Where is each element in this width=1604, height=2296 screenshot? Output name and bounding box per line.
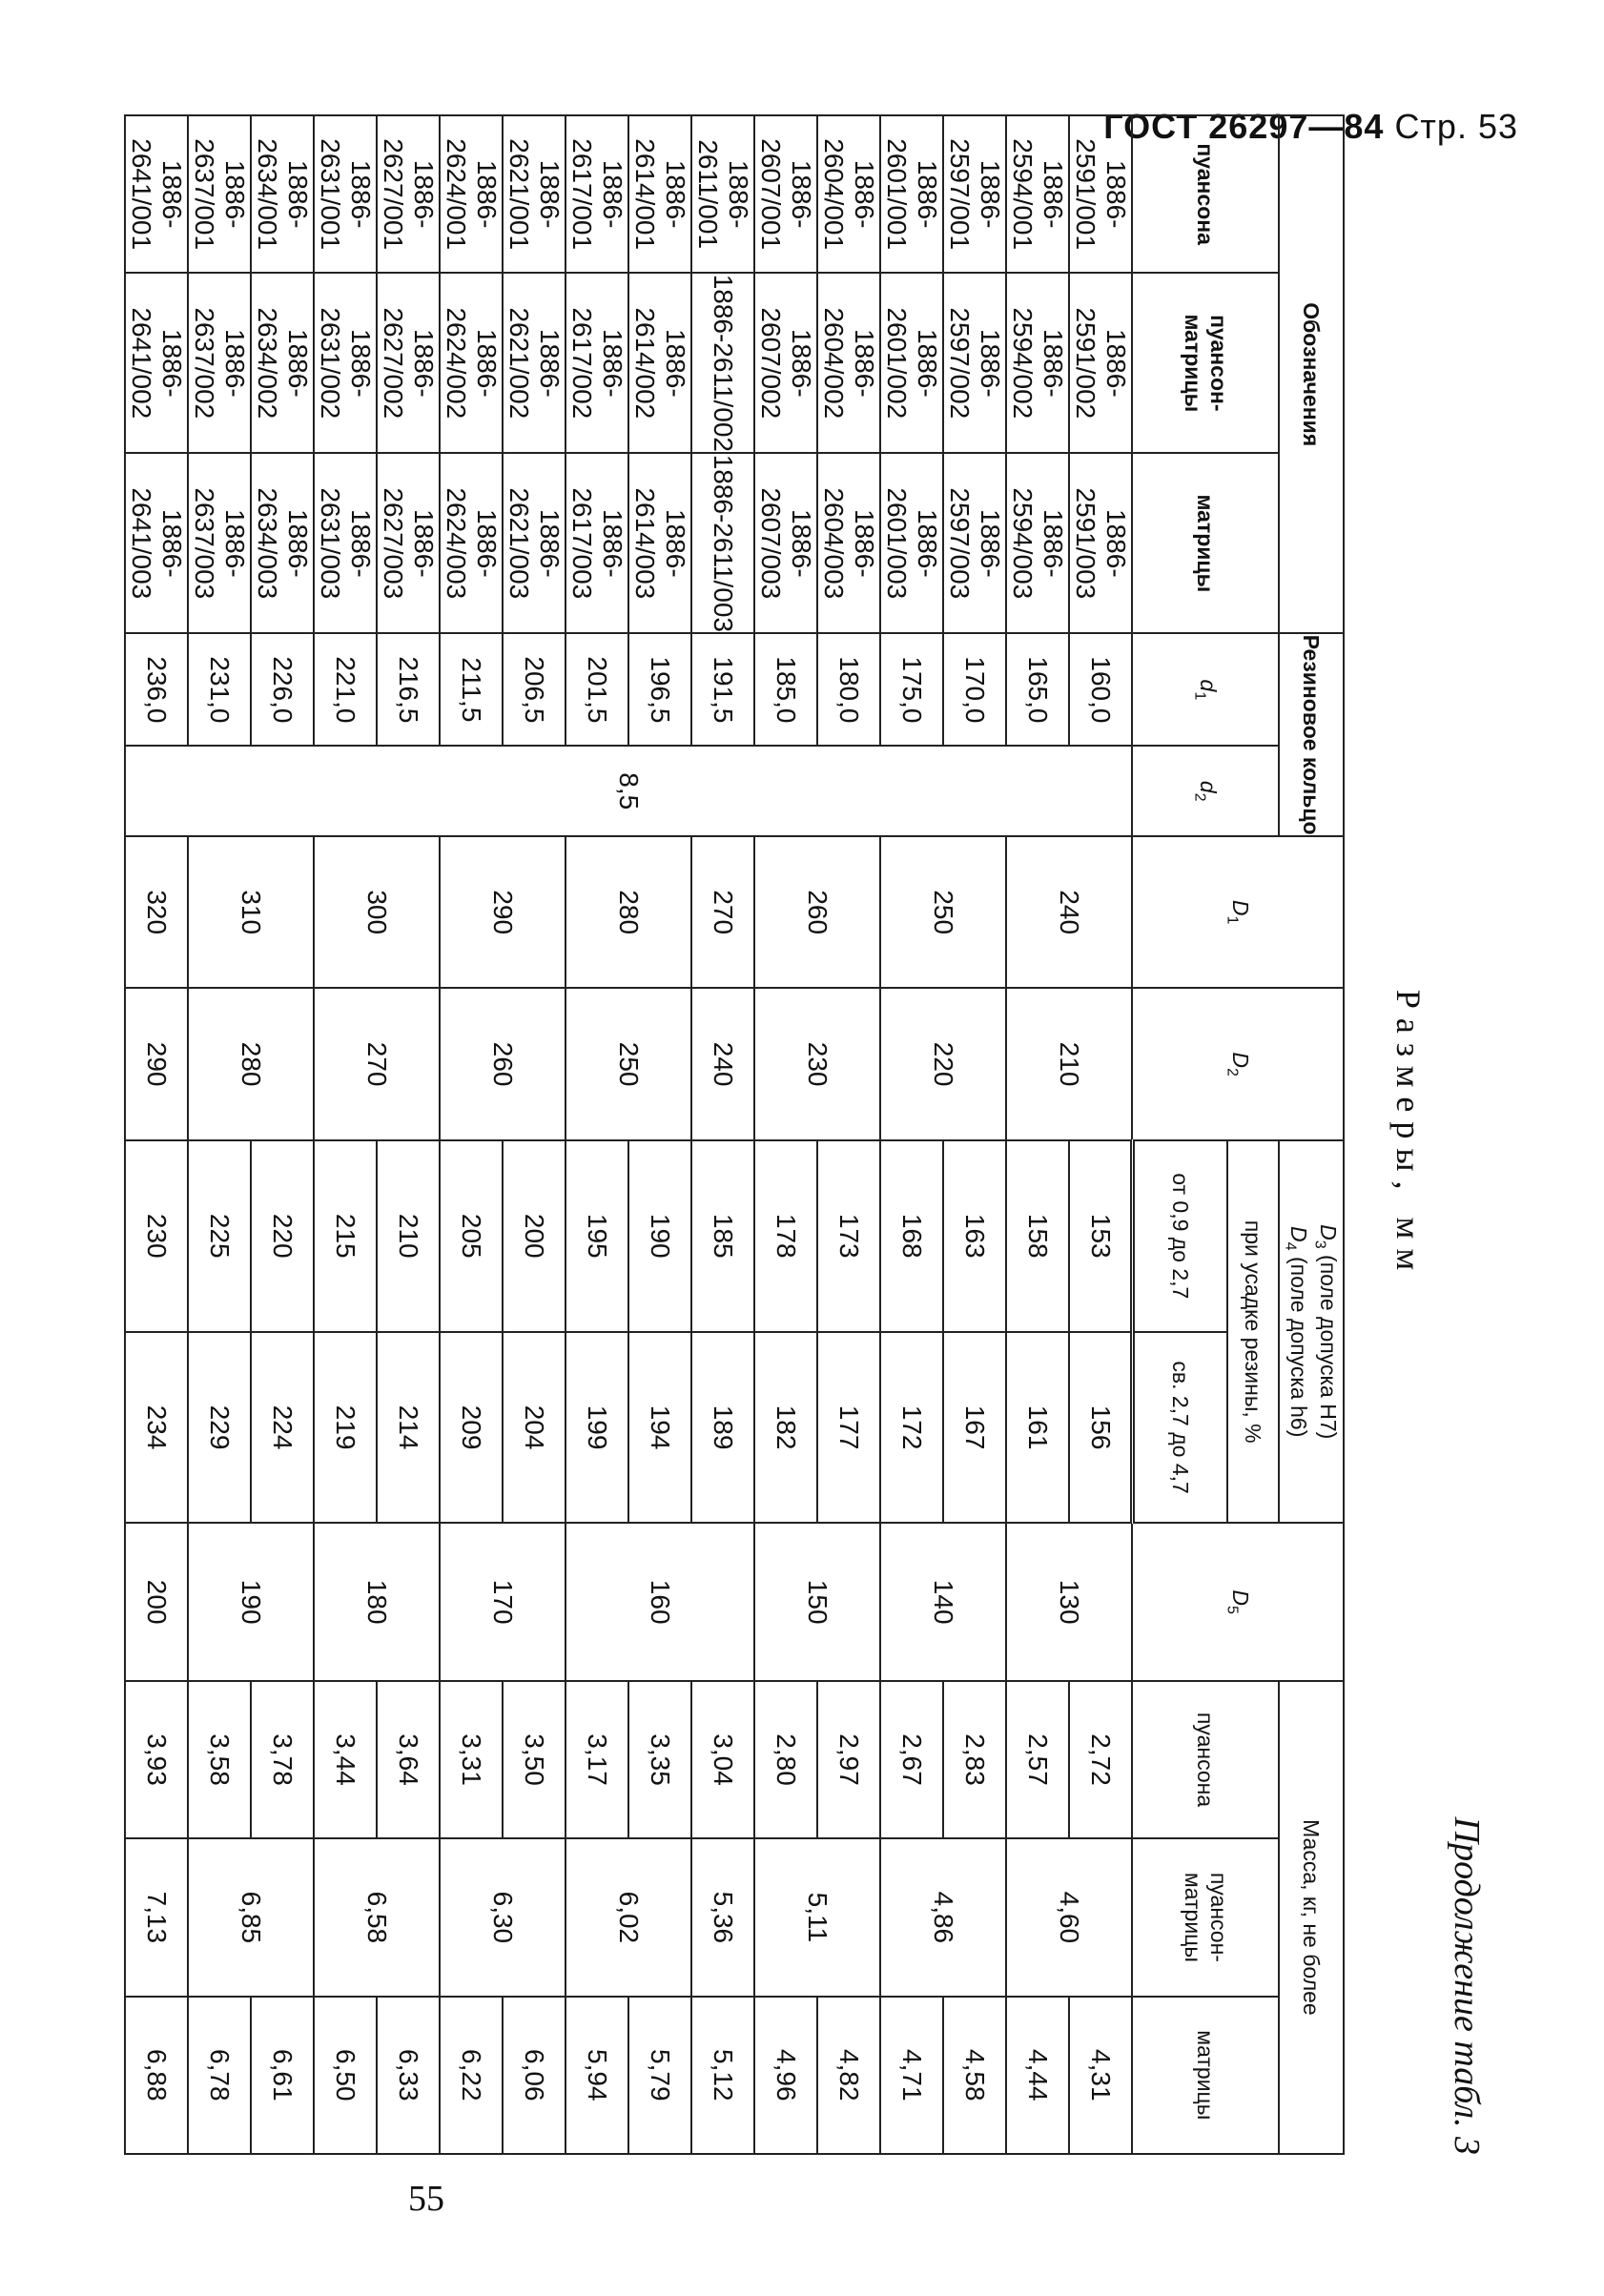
header-punson-matrix: пуансон-матрицы [1133,273,1280,453]
cell-mass-matrix: 6,78 [189,1997,252,2154]
cell-matrix: 1886-2597/003 [944,453,1007,633]
cell-D3: 205 [441,1140,504,1332]
cell-matrix: 1886-2631/003 [315,453,378,633]
cell-D3: 210 [378,1140,441,1332]
cell-mass-matrix: 5,94 [566,1997,629,2154]
cell-mass-matrix: 5,79 [629,1997,692,2154]
cell-D2: 220 [881,988,1007,1139]
cell-D1: 320 [126,836,189,988]
cell-mass-punson: 3,35 [629,1681,692,1838]
cell-mass-punson: 2,80 [755,1681,818,1838]
table-row [1070,115,1133,2154]
cell-D4: 167 [944,1332,1007,1524]
cell-matrix: 1886-2607/003 [755,453,818,633]
table-row [378,115,441,2154]
cell-mass-punson: 3,78 [252,1681,315,1838]
cell-D5: 140 [881,1523,1007,1680]
cell-d1: 170,0 [944,633,1007,746]
cell-D3: 230 [126,1140,189,1332]
cell-D4: 194 [629,1332,692,1524]
cell-matrix: 1886-2604/003 [818,453,881,633]
cell-matrix: 1886-2611/003 [692,453,755,633]
cell-d1: 231,0 [189,633,252,746]
header-mass-punson: пуансона [1133,1681,1280,1838]
cell-matrix: 1886-2641/003 [126,453,189,633]
cell-punson-matrix: 1886-2617/002 [566,273,629,453]
cell-punson: 1886-2594/001 [1007,115,1070,273]
cell-punson: 1886-2631/001 [315,115,378,273]
cell-D4: 214 [378,1332,441,1524]
cell-punson-matrix: 1886-2594/002 [1007,273,1070,453]
cell-mass-matrix: 6,22 [441,1997,504,2154]
header-d2: $d_2$ [1133,746,1280,836]
table-row [126,115,189,2154]
cell-D4: 209 [441,1332,504,1524]
cell-mass-punson-matrix: 5,11 [755,1838,881,1996]
cell-D3: 220 [252,1140,315,1332]
cell-punson: 1886-2597/001 [944,115,1007,273]
cell-D2: 260 [441,988,566,1139]
cell-D2: 290 [126,988,189,1139]
cell-punson: 1886-2617/001 [566,115,629,273]
cell-matrix: 1886-2617/003 [566,453,629,633]
header-punson: пуансона [1133,115,1280,273]
cell-punson-matrix: 1886-2637/002 [189,273,252,453]
cell-d1: 236,0 [126,633,189,746]
header-shrink: при усадке резины, % [1227,1140,1279,1524]
cell-D5: 150 [755,1523,881,1680]
cell-mass-punson-matrix: 4,60 [1007,1838,1133,1996]
table-row [504,115,566,2154]
cell-D4: 204 [504,1332,566,1524]
cell-D2: 240 [692,988,755,1139]
cell-punson-matrix: 1886-2624/002 [441,273,504,453]
header-D3D4: $D_3$ (поле допуска H7) $D_4$ (поле допуска h6) [1279,1140,1344,1524]
header-oboznachenia: Обозначения [1279,115,1344,633]
cell-mass-punson: 3,04 [692,1681,755,1838]
table-header [1133,115,1345,2154]
cell-d1: 216,5 [378,633,441,746]
cell-mass-punson: 3,64 [378,1681,441,1838]
cell-mass-matrix: 4,71 [881,1997,944,2154]
cell-D2: 210 [1007,988,1133,1139]
cell-matrix: 1886-2614/003 [629,453,692,633]
cell-punson: 1886-2614/001 [629,115,692,273]
cell-d1: 201,5 [566,633,629,746]
table-body [126,115,1133,2154]
header-matrix: матрицы [1133,453,1280,633]
cell-matrix: 1886-2594/003 [1007,453,1070,633]
table-row [252,115,315,2154]
cell-mass-matrix: 4,31 [1070,1997,1133,2154]
header-D1: $D_1$ [1133,836,1345,988]
cell-D1: 300 [315,836,441,988]
cell-punson-matrix: 1886-2611/002 [692,273,755,453]
gost-number: ГОСТ 26297—84 [1103,107,1385,146]
header-shrink-a: от 0,9 до 2,7 [1133,1140,1228,1332]
cell-D3: 195 [566,1140,629,1332]
cell-D4: 189 [692,1332,755,1524]
table-row [944,115,1007,2154]
cell-matrix: 1886-2591/003 [1070,453,1133,633]
cell-mass-punson: 3,50 [504,1681,566,1838]
header-shrink-b: св. 2,7 до 4,7 [1133,1332,1228,1524]
cell-D4: 161 [1007,1332,1070,1524]
cell-mass-punson: 3,58 [189,1681,252,1838]
rotated-table-block [127,114,1488,2155]
cell-matrix: 1886-2627/003 [378,453,441,633]
cell-mass-punson-matrix: 4,86 [881,1838,1007,1996]
cell-mass-matrix: 5,12 [692,1997,755,2154]
header-ring: Резиновое кольцо [1279,633,1344,836]
cell-punson-matrix: 1886-2604/002 [818,273,881,453]
cell-matrix: 1886-2601/003 [881,453,944,633]
cell-punson-matrix: 1886-2591/002 [1070,273,1133,453]
header-mass: Масса, кг, не более [1279,1681,1344,2154]
cell-mass-matrix: 4,58 [944,1997,1007,2154]
cell-D2: 280 [189,988,315,1139]
cell-D3: 190 [629,1140,692,1332]
cell-D1: 310 [189,836,315,988]
cell-mass-punson: 2,83 [944,1681,1007,1838]
cell-D5: 160 [566,1523,755,1680]
cell-D4: 219 [315,1332,378,1524]
cell-punson: 1886-2637/001 [189,115,252,273]
cell-matrix: 1886-2621/003 [504,453,566,633]
cell-D3: 215 [315,1140,378,1332]
cell-mass-matrix: 4,44 [1007,1997,1070,2154]
cell-punson: 1886-2607/001 [755,115,818,273]
cell-D3: 200 [504,1140,566,1332]
page-number: 55 [408,2179,444,2219]
cell-mass-matrix: 6,06 [504,1997,566,2154]
cell-D3: 185 [692,1140,755,1332]
header-D5: $D_5$ [1133,1523,1345,1680]
cell-mass-matrix: 4,82 [818,1997,881,2154]
cell-D4: 224 [252,1332,315,1524]
cell-d1: 211,5 [441,633,504,746]
page-label: Стр. 53 [1394,107,1518,146]
cell-mass-punson-matrix: 5,36 [692,1838,755,1996]
cell-D4: 182 [755,1332,818,1524]
cell-mass-matrix: 6,88 [126,1997,189,2154]
dimensions-title: Размеры, мм [1389,989,1428,1281]
dimensions-table [125,114,1346,2155]
cell-D3: 178 [755,1140,818,1332]
cell-mass-punson-matrix: 6,02 [566,1838,692,1996]
cell-punson-matrix: 1886-2634/002 [252,273,315,453]
cell-mass-punson: 2,67 [881,1681,944,1838]
cell-d1: 180,0 [818,633,881,746]
cell-punson-matrix: 1886-2597/002 [944,273,1007,453]
table-row [818,115,881,2154]
cell-mass-matrix: 6,61 [252,1997,315,2154]
table-row [692,115,755,2154]
cell-mass-matrix: 6,50 [315,1997,378,2154]
cell-punson: 1886-2634/001 [252,115,315,273]
cell-punson-matrix: 1886-2621/002 [504,273,566,453]
cell-D1: 280 [566,836,692,988]
cell-D2: 230 [755,988,881,1139]
cell-mass-punson-matrix: 6,85 [189,1838,315,1996]
cell-d1: 175,0 [881,633,944,746]
header-d1: $d_1$ [1133,633,1280,746]
cell-D4: 229 [189,1332,252,1524]
cell-mass-punson-matrix: 6,30 [441,1838,566,1996]
cell-d1: 160,0 [1070,633,1133,746]
cell-D4: 156 [1070,1332,1133,1524]
cell-punson-matrix: 1886-2631/002 [315,273,378,453]
cell-mass-punson: 3,31 [441,1681,504,1838]
cell-punson: 1886-2627/001 [378,115,441,273]
header-mass-punson-matrix: пуансон-матрицы [1133,1838,1280,1996]
cell-punson: 1886-2621/001 [504,115,566,273]
cell-d1: 206,5 [504,633,566,746]
cell-D5: 190 [189,1523,315,1680]
cell-D1: 270 [692,836,755,988]
cell-punson: 1886-2611/001 [692,115,755,273]
cell-punson: 1886-2641/001 [126,115,189,273]
cell-punson-matrix: 1886-2607/002 [755,273,818,453]
cell-punson-matrix: 1886-2601/002 [881,273,944,453]
cell-punson: 1886-2624/001 [441,115,504,273]
cell-mass-punson: 2,72 [1070,1681,1133,1838]
cell-d2: 8,5 [126,746,1133,836]
cell-D4: 172 [881,1332,944,1524]
cell-D1: 240 [1007,836,1133,988]
cell-mass-punson: 3,17 [566,1681,629,1838]
cell-d1: 196,5 [629,633,692,746]
cell-d1: 165,0 [1007,633,1070,746]
cell-d1: 191,5 [692,633,755,746]
cell-matrix: 1886-2624/003 [441,453,504,633]
cell-punson-matrix: 1886-2641/002 [126,273,189,453]
cell-mass-punson: 2,57 [1007,1681,1070,1838]
cell-mass-punson-matrix: 7,13 [126,1838,189,1996]
cell-punson: 1886-2601/001 [881,115,944,273]
cell-D5: 200 [126,1523,189,1680]
cell-D2: 270 [315,988,441,1139]
cell-matrix: 1886-2634/003 [252,453,315,633]
cell-D4: 177 [818,1332,881,1524]
cell-D3: 225 [189,1140,252,1332]
cell-punson-matrix: 1886-2614/002 [629,273,692,453]
cell-mass-matrix: 6,33 [378,1997,441,2154]
cell-mass-punson: 3,93 [126,1681,189,1838]
cell-D3: 158 [1007,1140,1070,1332]
cell-mass-punson: 3,44 [315,1681,378,1838]
cell-D5: 180 [315,1523,441,1680]
cell-D3: 168 [881,1140,944,1332]
header-D2: $D_2$ [1133,988,1345,1139]
cell-D4: 199 [566,1332,629,1524]
cell-D3: 173 [818,1140,881,1332]
cell-punson-matrix: 1886-2627/002 [378,273,441,453]
cell-D3: 163 [944,1140,1007,1332]
cell-mass-matrix: 4,96 [755,1997,818,2154]
cell-D5: 170 [441,1523,566,1680]
table-row [629,115,692,2154]
cell-D3: 153 [1070,1140,1133,1332]
cell-D1: 290 [441,836,566,988]
cell-D5: 130 [1007,1523,1133,1680]
cell-d1: 221,0 [315,633,378,746]
cell-D2: 250 [566,988,692,1139]
header-mass-matrix: матрицы [1133,1997,1280,2154]
cell-punson: 1886-2591/001 [1070,115,1133,273]
cell-d1: 226,0 [252,633,315,746]
cell-d1: 185,0 [755,633,818,746]
cell-D1: 260 [755,836,881,988]
continuation-title: Продолжение табл. 3 [1447,1816,1487,2155]
cell-mass-punson: 2,97 [818,1681,881,1838]
cell-mass-punson-matrix: 6,58 [315,1838,441,1996]
cell-punson: 1886-2604/001 [818,115,881,273]
cell-D4: 234 [126,1332,189,1524]
cell-matrix: 1886-2637/003 [189,453,252,633]
cell-D1: 250 [881,836,1007,988]
